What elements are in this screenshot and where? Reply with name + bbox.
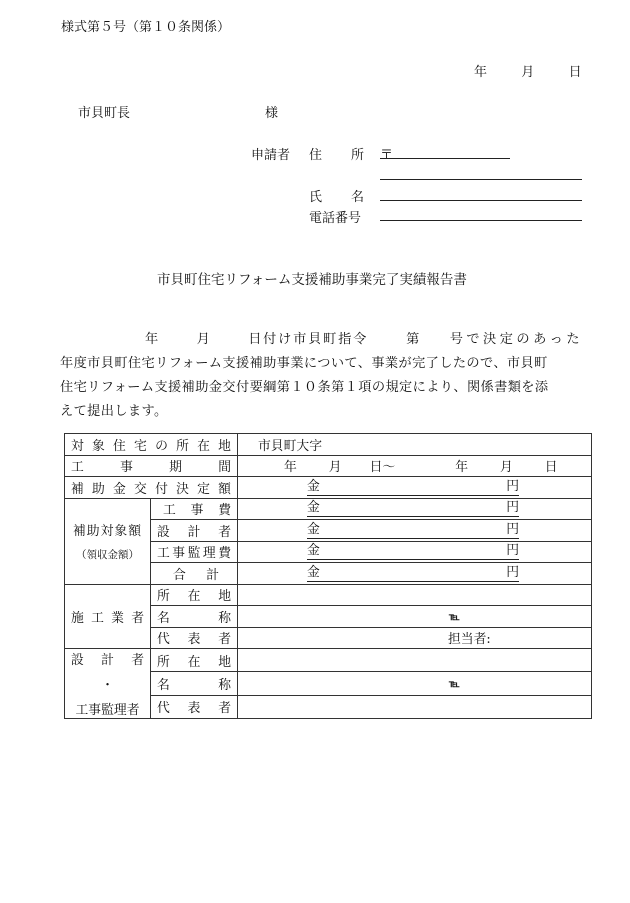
- period-end-month: 月: [499, 460, 513, 476]
- designer-row-label-cell: [151, 672, 238, 695]
- grant-amount-cell[interactable]: [238, 477, 592, 499]
- contractor-label: 施 工 業 者: [71, 610, 144, 626]
- contractor-row-label-cell: [151, 584, 238, 606]
- currency-prefix: 金: [307, 500, 320, 516]
- body-decided: 号で決定のあった: [449, 332, 584, 347]
- designer-location-cell[interactable]: [238, 649, 592, 672]
- body-month: 月: [196, 332, 211, 347]
- total-label: 合 計: [173, 567, 219, 583]
- grant-label-cell: [65, 477, 238, 499]
- designer-row-label-cell: [151, 695, 238, 718]
- contractor-name-cell[interactable]: [238, 606, 592, 628]
- currency-suffix: 円: [506, 564, 519, 580]
- report-date: [474, 61, 582, 80]
- person-in-charge-label: 担当者:: [448, 632, 491, 648]
- eligible-sublabel: （領収金額）: [76, 549, 139, 561]
- period-value-cell[interactable]: [238, 455, 592, 477]
- body-year: 年: [145, 332, 159, 347]
- total-field: [307, 565, 519, 582]
- table-row: [65, 584, 592, 606]
- currency-suffix: 円: [506, 543, 519, 559]
- document-title: 市貝町住宅リフォーム支援補助事業完了実績報告書: [157, 272, 467, 288]
- eligible-row-label-cell: [151, 498, 238, 520]
- period-end-year: 年: [455, 460, 468, 476]
- body-line-2: 年度市貝町住宅リフォーム支援補助事業について、事業が完了したので、市貝町: [60, 356, 548, 371]
- location-label: 対 象 住 宅 の 所 在 地: [71, 438, 231, 454]
- eligible-row-label-cell: [151, 520, 238, 542]
- postal-mark: 〒: [380, 148, 394, 163]
- eligible-label-cell: [65, 498, 151, 584]
- period-label: 工 事 期 間: [71, 460, 231, 476]
- contractor-tel-mark: ℡: [449, 611, 459, 623]
- grant-amount-field: [307, 479, 519, 496]
- body-line-4: えて提出します。: [60, 404, 168, 419]
- table-row: [65, 455, 592, 477]
- address-label-1: 住: [309, 148, 323, 163]
- currency-suffix: 円: [506, 478, 519, 494]
- period-values: [244, 456, 585, 475]
- postal-code-field[interactable]: [380, 158, 510, 159]
- body-line-3: 住宅リフォーム支援補助金交付要綱第１０条第１項の規定により、関係書類を添: [60, 380, 549, 395]
- contractor-name-label: 名 称: [157, 610, 231, 626]
- currency-prefix: 金: [307, 564, 320, 580]
- eligible-row-label-cell: [151, 563, 238, 585]
- name-label-2: 名: [351, 190, 365, 205]
- period-label-cell: [65, 455, 238, 477]
- designer-cost-label: 設 計 者: [157, 524, 231, 540]
- body-directive: 日付け市貝町指令: [248, 332, 369, 347]
- currency-suffix: 円: [506, 500, 519, 516]
- eligible-label: 補助対象額: [73, 524, 142, 539]
- contractor-label-cell: [65, 584, 151, 649]
- phone-label: 電話番号: [309, 211, 362, 226]
- body-paragraph: [61, 328, 586, 424]
- name-field[interactable]: [380, 200, 582, 201]
- currency-prefix: 金: [307, 521, 320, 537]
- date-day-label: 日: [568, 65, 582, 80]
- period-start-month: 月: [328, 460, 342, 476]
- designer-row-label-cell: [151, 649, 238, 672]
- applicant-label: 申請者: [251, 148, 291, 163]
- address-label-2: 所: [351, 148, 365, 163]
- construction-cost-cell[interactable]: [238, 498, 592, 520]
- contractor-location-cell[interactable]: [238, 584, 592, 606]
- contractor-row-label-cell: [151, 627, 238, 649]
- supervision-cost-cell[interactable]: [238, 541, 592, 563]
- designer-tel-mark: ℡: [449, 678, 459, 690]
- construction-cost-label: 工 事 費: [163, 503, 231, 519]
- name-label-1: 氏: [309, 190, 323, 205]
- table-row: [65, 498, 592, 520]
- date-year-label: 年: [474, 65, 488, 80]
- designer-cost-cell[interactable]: [238, 520, 592, 542]
- location-value: 市貝町大字: [258, 438, 322, 454]
- period-start-year: 年: [284, 460, 297, 476]
- period-start-day: 日〜: [369, 460, 396, 476]
- table-row: [65, 649, 592, 672]
- addressee-name: 市貝町長: [78, 106, 131, 121]
- designer-rep-cell[interactable]: [238, 695, 592, 718]
- designer-rep-label: 代 表 者: [157, 701, 231, 717]
- currency-prefix: 金: [307, 478, 320, 494]
- designer-label-bottom: 工事監理者: [75, 703, 140, 718]
- contractor-location-label: 所 在 地: [157, 589, 231, 605]
- table-row: [65, 434, 592, 456]
- designer-label-mid: ・: [101, 678, 114, 693]
- location-value-cell[interactable]: [238, 434, 592, 456]
- table-row: [65, 477, 592, 499]
- body-number: 第: [406, 332, 420, 347]
- eligible-row-label-cell: [151, 541, 238, 563]
- designer-label-top: 設 計 者: [71, 653, 144, 668]
- construction-cost-field: [307, 500, 519, 517]
- total-cell[interactable]: [238, 563, 592, 585]
- contractor-rep-label: 代 表 者: [157, 632, 231, 648]
- grant-amount-label: 補 助 金 交 付 決 定 額: [71, 481, 231, 497]
- designer-name-cell[interactable]: [238, 672, 592, 695]
- addressee-honorific: 様: [265, 106, 279, 121]
- currency-suffix: 円: [506, 521, 519, 537]
- contractor-row-label-cell: [151, 606, 238, 628]
- designer-name-label: 名 称: [157, 677, 231, 693]
- designer-cost-field: [307, 522, 519, 539]
- currency-prefix: 金: [307, 543, 320, 559]
- address-field[interactable]: [380, 179, 582, 180]
- designer-label-cell: [65, 649, 151, 719]
- phone-field[interactable]: [380, 220, 582, 221]
- location-label-cell: [65, 434, 238, 456]
- date-month-label: 月: [521, 65, 535, 80]
- supervision-cost-label: 工 事 監 理 費: [157, 546, 231, 562]
- form-number: 様式第５号（第１０条関係）: [61, 20, 231, 35]
- contractor-rep-cell[interactable]: [238, 627, 592, 649]
- period-end-day: 日: [544, 460, 558, 476]
- body-line-1: [61, 328, 586, 352]
- report-table: [64, 433, 592, 719]
- designer-location-label: 所 在 地: [157, 654, 231, 670]
- supervision-cost-field: [307, 543, 519, 560]
